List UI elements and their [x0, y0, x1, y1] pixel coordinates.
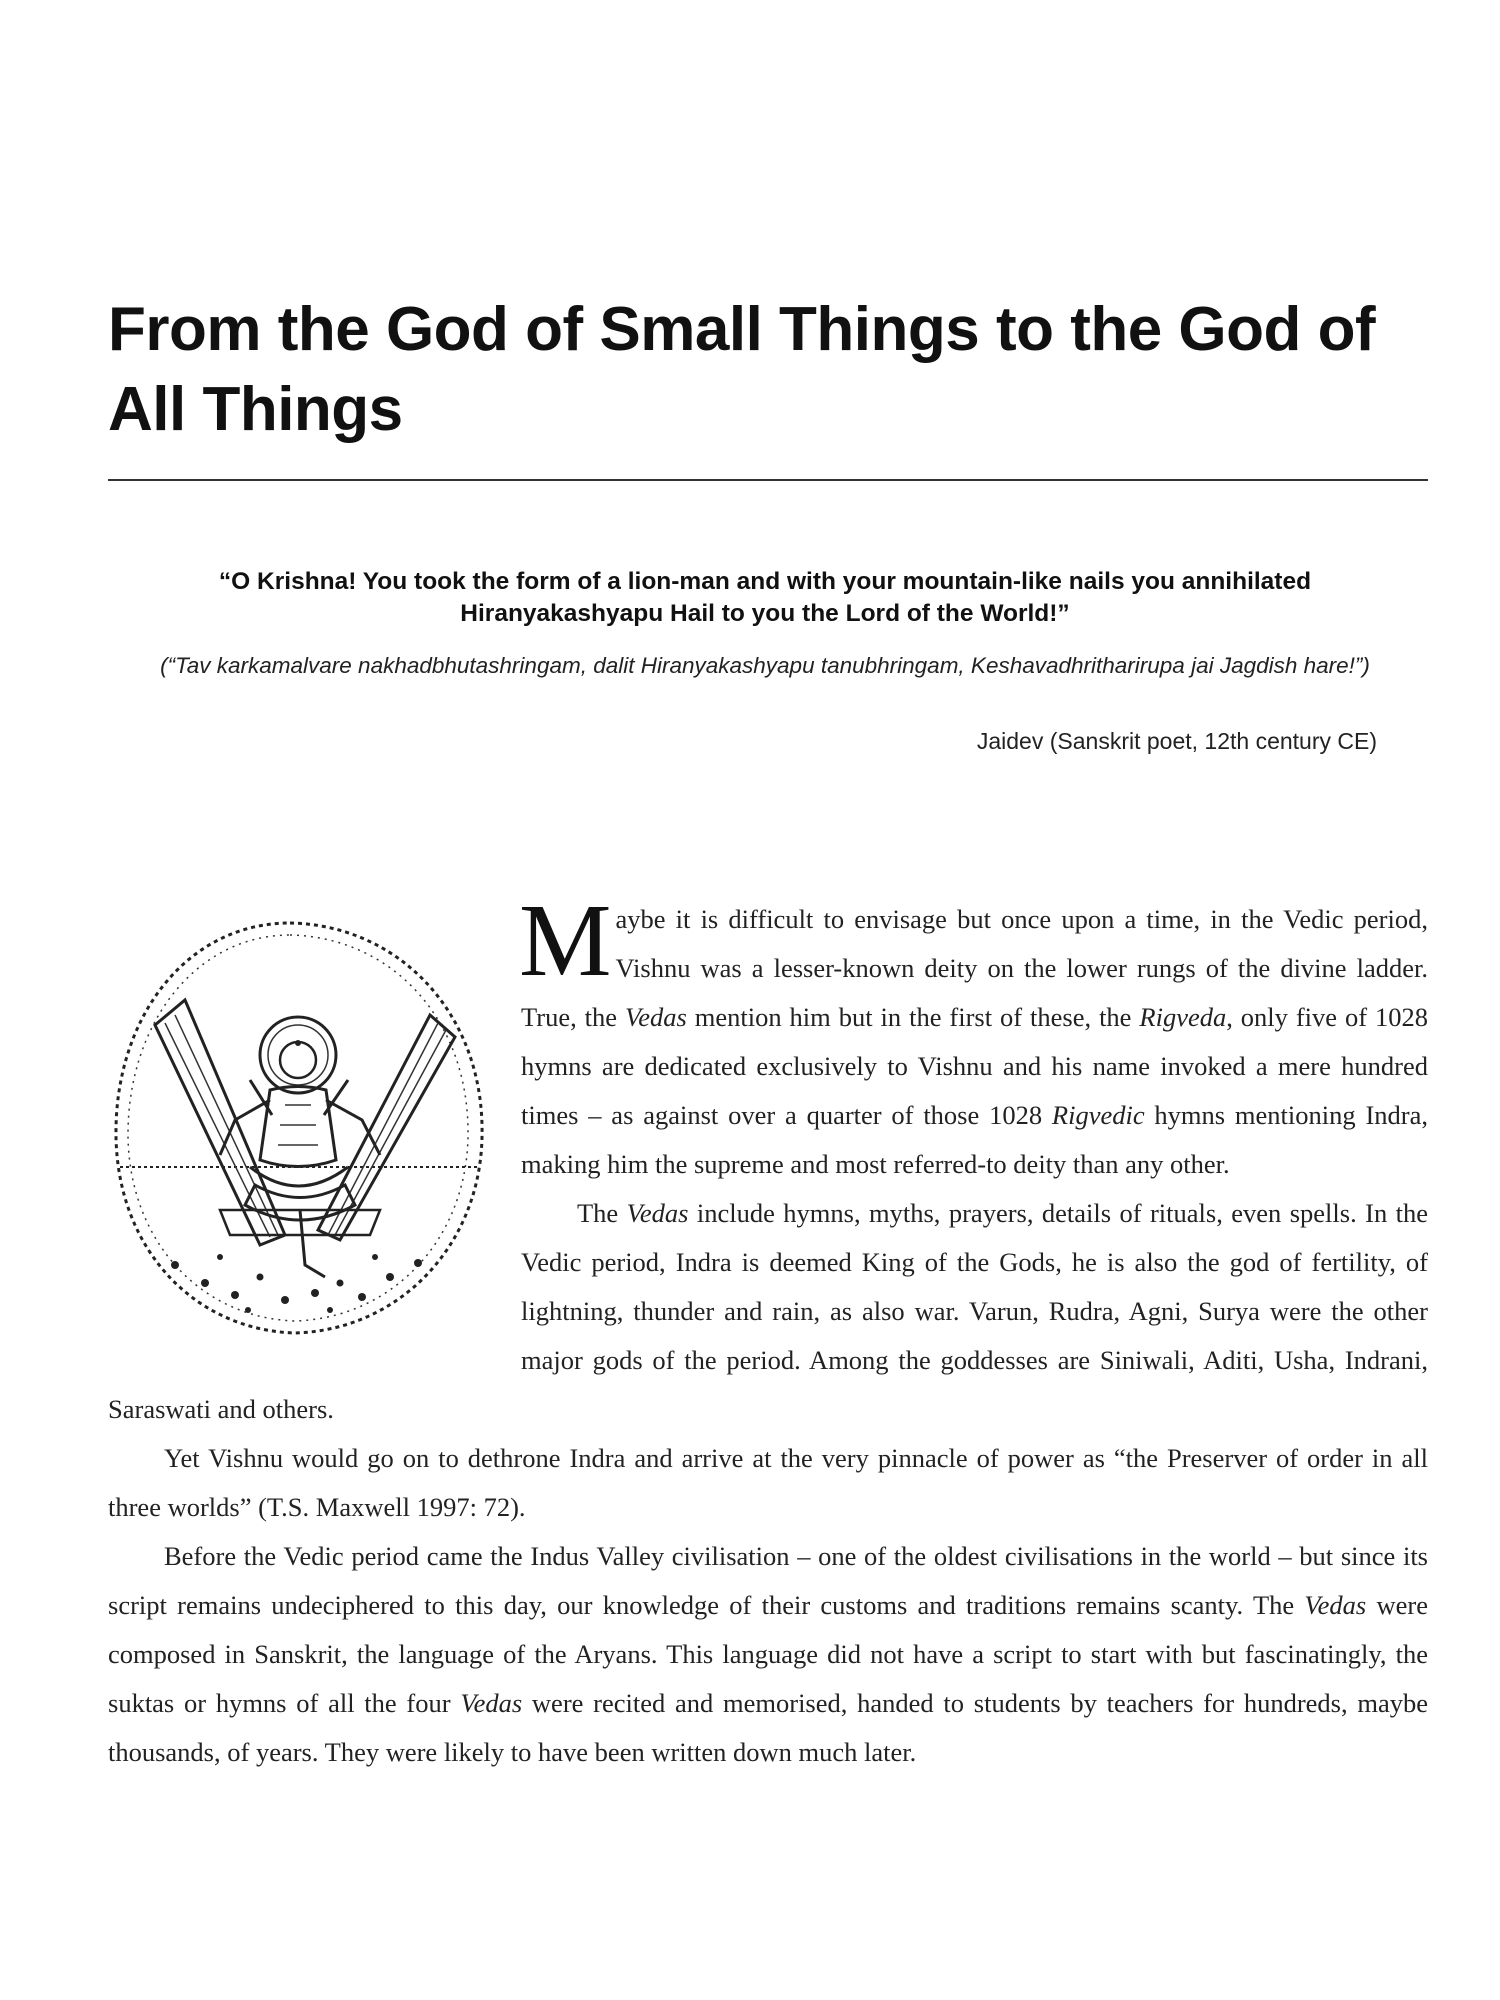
epigraph-quote: “O Krishna! You took the form of a lion-man and with your mountain-like nails you annihilated Hiranyakashyapu Hail to you the Lord of the World!”: [218, 568, 1312, 627]
chapter-body: [108, 883, 1429, 1777]
epigraph-attribution: Jaidev (Sanskrit poet, 12th century CE): [976, 728, 1377, 754]
body-paragraph-4: Before the Vedic period came the Indus Valley civilisation – one of the oldest civilisations in the world – but since its script remains undeciphered to this day, our knowledge of their customs and traditions remains scanty. The Vedas were composed in Sanskrit, the language of the Aryans. This language did not have a script to start with but fascinatingly, the suktas or hymns of all the four Vedas were recited and memorised, handed to students by teachers for hundreds, maybe thousands, of years. They were likely to have been written down much later.: [108, 1541, 1428, 1767]
body-paragraph-2: The Vedas include hymns, myths, prayers, details of rituals, even spells. In the Vedic period, Indra is deemed King of the Gods, he is also the god of fertility, of lightning, thunder and rain, as also war. Varun, Rudra, Agni, Surya were the other major gods of the period. Among the goddesses are Siniwali, Aditi, Usha, Indrani, Saraswati and others.: [108, 1198, 1428, 1424]
chapter-title: From the God of Small Things to the God of All Things: [108, 295, 1376, 444]
epigraph-transliteration: (“Tav karkamalvare nakhadbhutashringam, dalit Hiranyakashyapu tanubhringam, Keshavadhritharirupa jai Jagdish hare!”): [160, 653, 1370, 678]
illustration-spacer: [108, 895, 521, 1365]
body-paragraph-1: Maybe it is difficult to envisage but once upon a time, in the Vedic period, Vishnu was a lesser-known deity on the lower rungs of the divine ladder. True, the Vedas mention him but in the first of these, the Rigveda, only five of 1028 hymns are dedicated exclusively to Vishnu and his name invoked a mere hundred times – as against over a quarter of those 1028 Rigvedic hymns mentioning Indra, making him the supreme and most referred-to deity than any other.: [519, 883, 1429, 1179]
drop-cap: M: [519, 883, 612, 998]
title-divider: [108, 479, 1428, 481]
body-paragraph-3: Yet Vishnu would go on to dethrone Indra and arrive at the very pinnacle of power as “the Preserver of order in all three worlds” (T.S. Maxwell 1997: 72).: [108, 1443, 1428, 1522]
